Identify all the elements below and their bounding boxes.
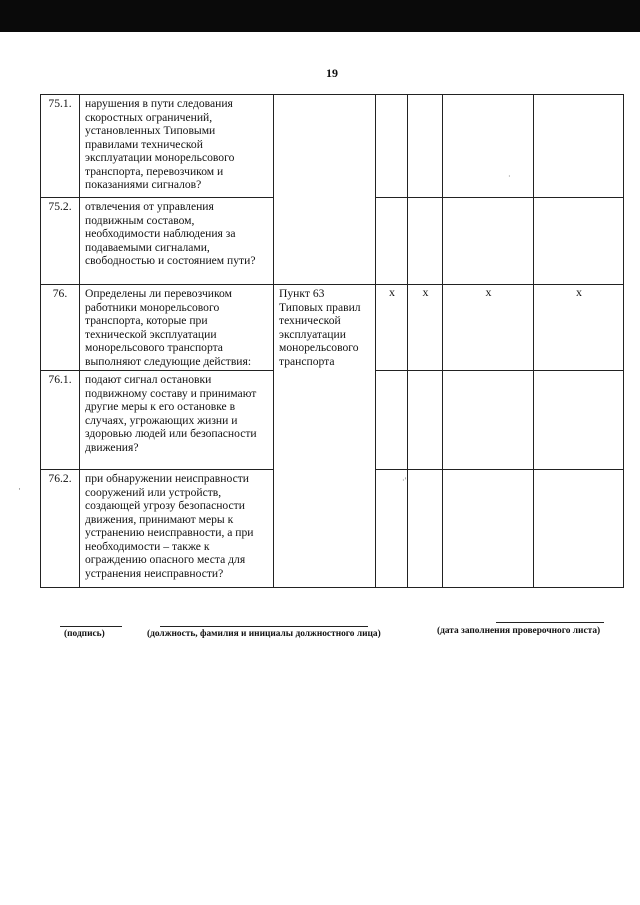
answer-no-mark: x xyxy=(408,285,443,371)
answer-yes-mark: x xyxy=(376,285,408,371)
date-label: (дата заполнения проверочного листа) xyxy=(437,626,601,636)
answer-yes-cell xyxy=(376,198,408,285)
signature-label: (подпись) xyxy=(64,629,105,639)
answer-na-cell xyxy=(443,95,534,198)
item-question: Определены ли перевозчиком работники монорельсового транспорта, которые при технической эксплуатации монорельсового транспорта выполняют следующие действия: xyxy=(80,285,274,371)
requirement-cell xyxy=(274,95,376,285)
answer-no-cell xyxy=(408,470,443,588)
comment-cell xyxy=(534,470,624,588)
item-number: 76. xyxy=(41,285,80,371)
comment-cell xyxy=(534,371,624,470)
table-row xyxy=(41,95,624,198)
answer-na-cell xyxy=(443,371,534,470)
checklist-table xyxy=(40,94,624,588)
answer-na-mark: x xyxy=(443,285,534,371)
answer-no-cell xyxy=(408,95,443,198)
item-number: 76.2. xyxy=(41,470,80,588)
answer-yes-cell xyxy=(376,371,408,470)
date-line xyxy=(496,622,604,623)
comment-mark: x xyxy=(534,285,624,371)
requirement-cell: Пункт 63 Типовых правил технической эксплуатации монорельсового транспорта xyxy=(274,285,376,588)
comment-cell xyxy=(534,198,624,285)
official-line xyxy=(160,626,368,627)
item-number: 75.1. xyxy=(41,95,80,198)
scan-top-border xyxy=(0,0,640,32)
item-number: 75.2. xyxy=(41,198,80,285)
answer-yes-cell xyxy=(376,470,408,588)
item-question: нарушения в пути следования скоростных ограничений, установленных Типовыми правилами технической эксплуатации монорельсового транспорта, перевозчиком и показаниями сигналов? xyxy=(80,95,274,198)
page-number: 19 xyxy=(326,66,338,80)
table-row xyxy=(41,285,624,371)
official-label: (должность, фамилия и инициалы должностного лица) xyxy=(147,629,381,639)
answer-yes-cell xyxy=(376,95,408,198)
scan-speck: · xyxy=(508,172,511,181)
answer-no-cell xyxy=(408,198,443,285)
answer-na-cell xyxy=(443,198,534,285)
comment-cell xyxy=(534,95,624,198)
item-question: подают сигнал остановки подвижному составу и принимают другие меры к его остановке в случаях, угрожающих жизни и здоровью людей или безопасности движения? xyxy=(80,371,274,470)
scan-speck: ·' xyxy=(402,476,407,485)
signature-line xyxy=(60,626,122,627)
scan-speck: · xyxy=(18,484,21,494)
item-question: при обнаружении неисправности сооружений или устройств, создающей угрозу безопасности движения, принимают меры к устранению неисправности, а при необходимости – также к ограждению опасного места для устранения неисправности? xyxy=(80,470,274,588)
item-question: отвлечения от управления подвижным составом, необходимости наблюдения за подаваемыми сигналами, свободностью и состоянием пути? xyxy=(80,198,274,285)
answer-no-cell xyxy=(408,371,443,470)
item-number: 76.1. xyxy=(41,371,80,470)
answer-na-cell xyxy=(443,470,534,588)
